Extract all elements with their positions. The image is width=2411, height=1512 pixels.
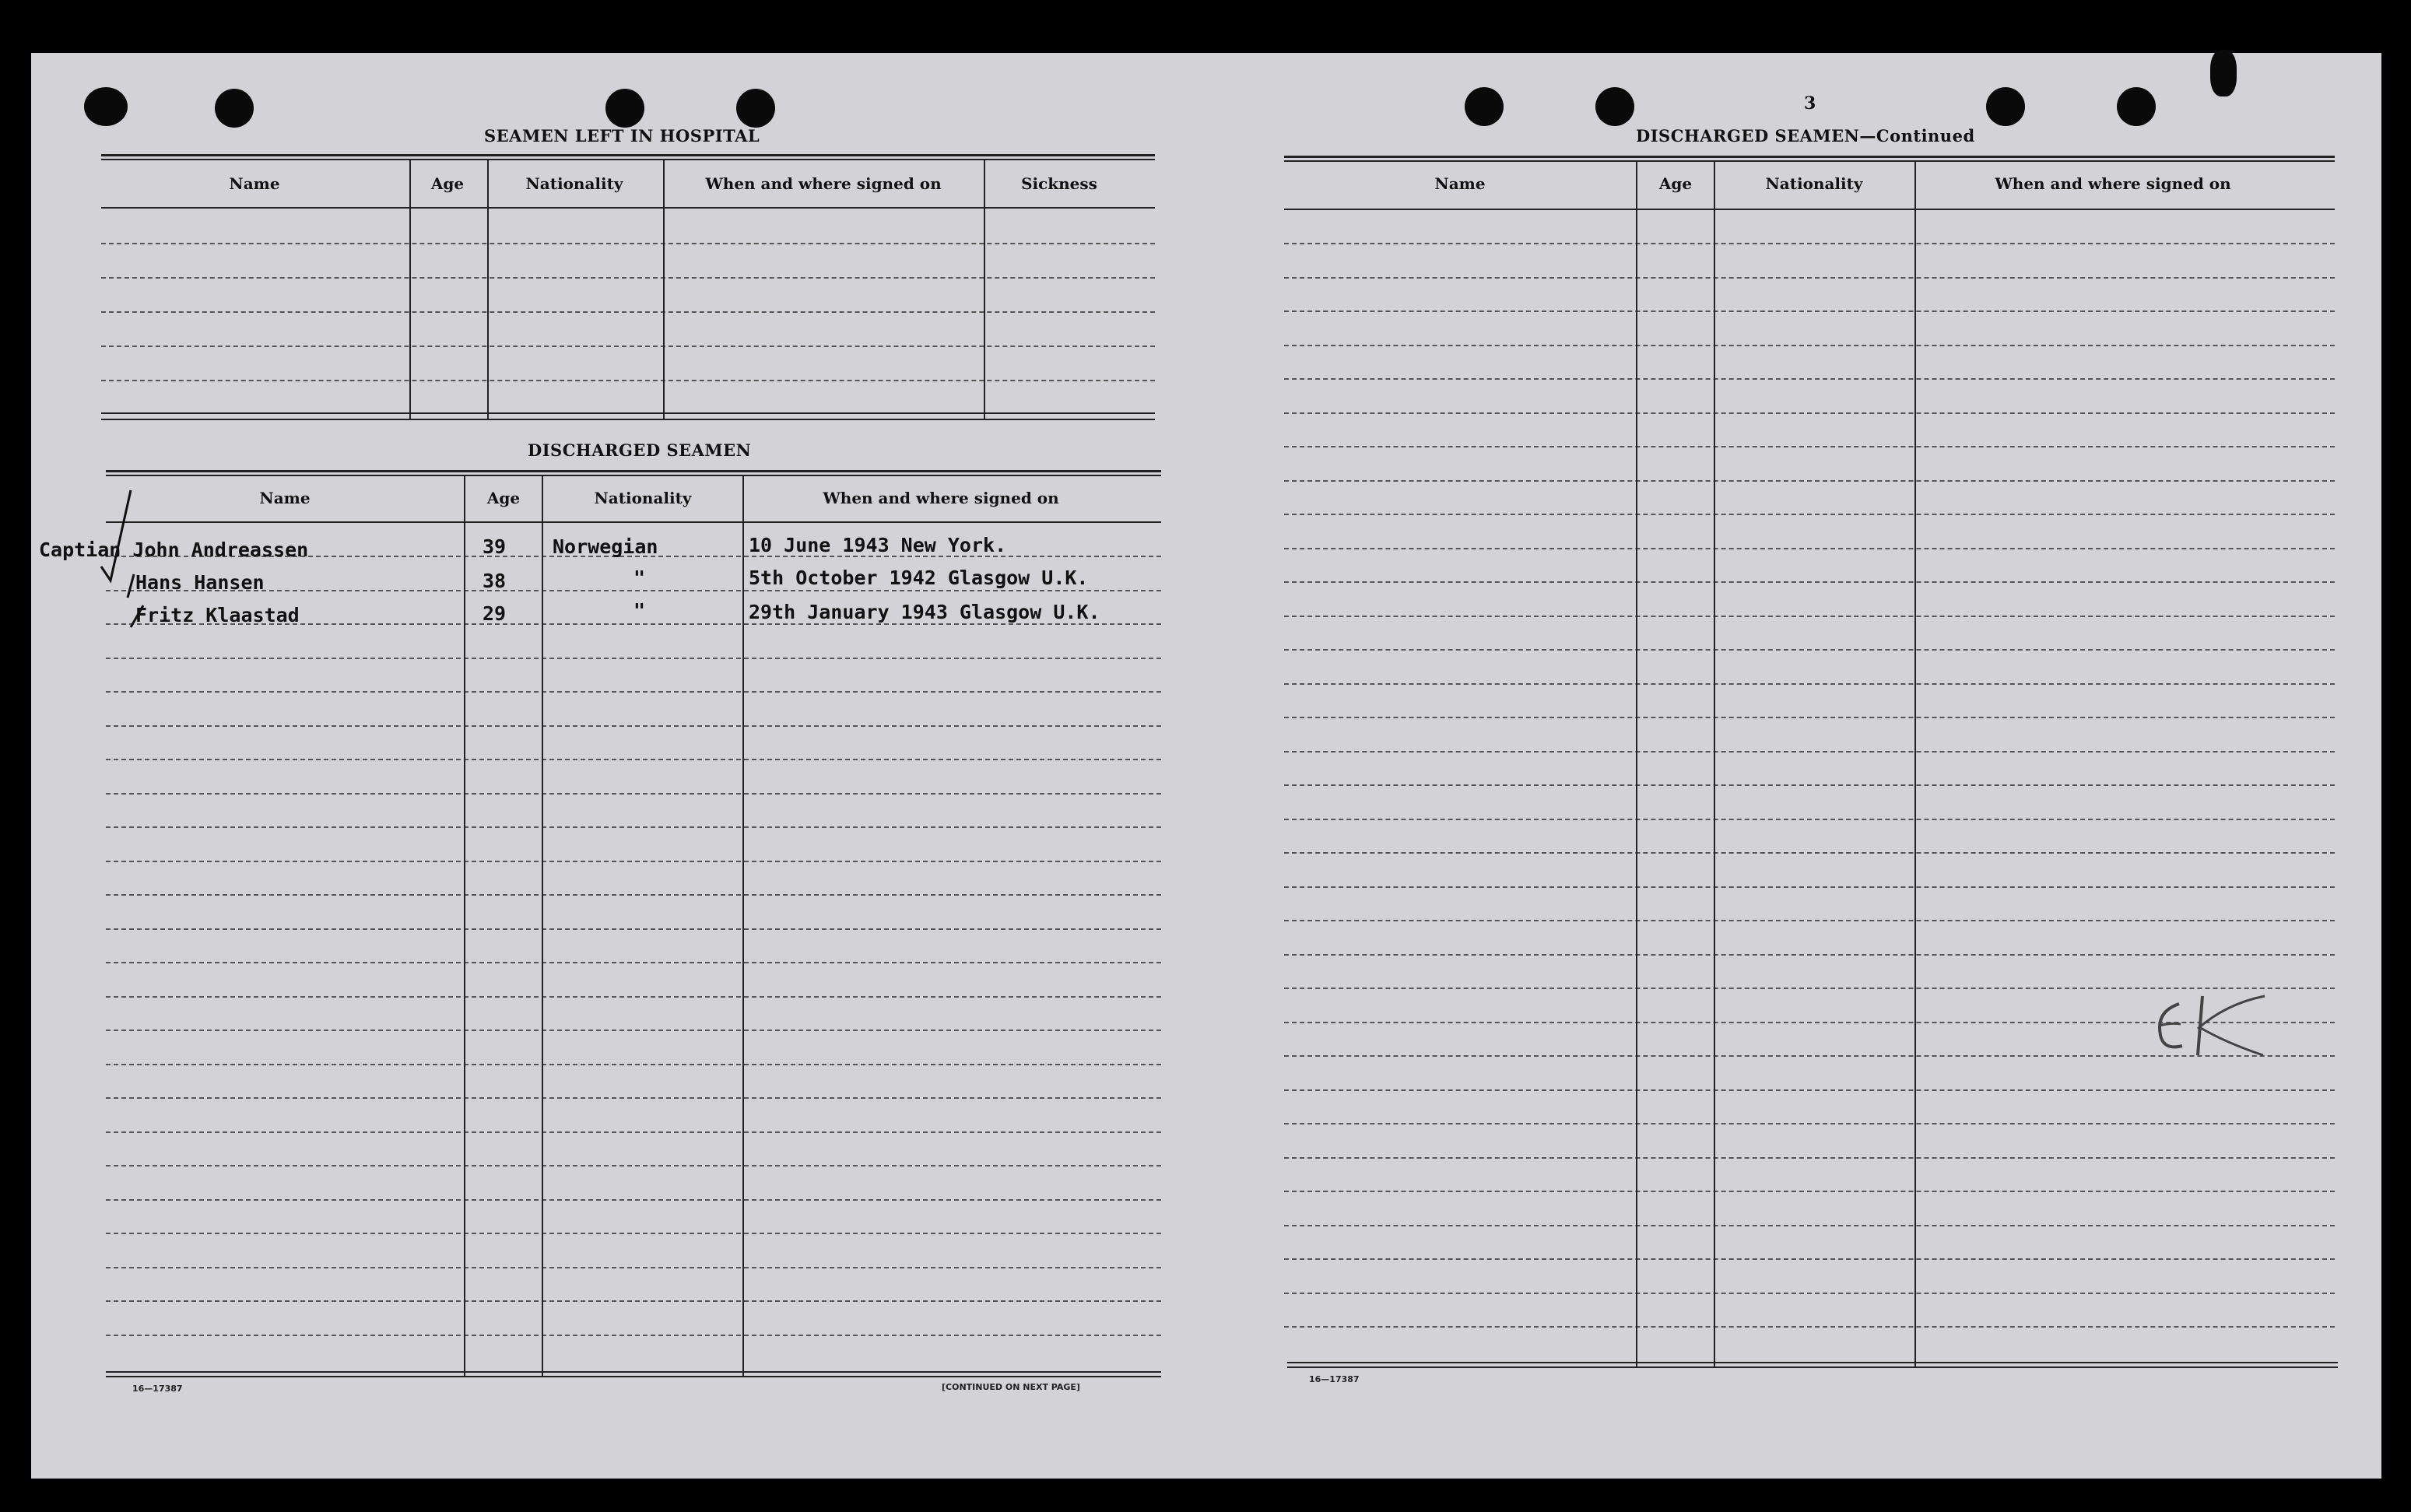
initials-signature bbox=[2148, 981, 2272, 1066]
hospital-bottom-rule-2 bbox=[101, 419, 1155, 420]
discharged-col-age: Age bbox=[486, 489, 521, 507]
hospital-col-age: Age bbox=[430, 174, 465, 193]
hospital-title: SEAMEN LEFT IN HOSPITAL bbox=[484, 126, 760, 146]
discharged-row-line bbox=[106, 658, 1161, 659]
continued-row-line bbox=[1284, 683, 2335, 685]
continued-row-line bbox=[1284, 1225, 2335, 1226]
punch-hole bbox=[1595, 87, 1634, 126]
hospital-header-rule bbox=[101, 207, 1155, 209]
discharged-row-2-nationality: " bbox=[633, 599, 646, 622]
continued-row-line bbox=[1284, 412, 2335, 414]
continued-row-line bbox=[1284, 954, 2335, 956]
continued-top-rule bbox=[1284, 156, 2335, 158]
discharged-row-line bbox=[106, 759, 1161, 760]
discharged-continued-title: DISCHARGED SEAMEN—Continued bbox=[1636, 126, 1975, 146]
discharged-row-line bbox=[106, 1300, 1161, 1302]
continued-bottom-rule-2 bbox=[1287, 1366, 2338, 1368]
continued-row-line bbox=[1284, 886, 2335, 888]
continued-row-line bbox=[1284, 920, 2335, 921]
discharged-bottom-rule-2 bbox=[106, 1376, 1161, 1377]
continued-row-line bbox=[1284, 378, 2335, 380]
continued-row-line bbox=[1284, 277, 2335, 279]
punch-hole bbox=[736, 89, 775, 128]
hospital-bottom-rule bbox=[101, 412, 1155, 414]
check-mark-icon bbox=[100, 489, 146, 629]
discharged-row-0-age: 39 bbox=[483, 535, 507, 558]
continued-row-line bbox=[1284, 649, 2335, 651]
hospital-col-divider bbox=[487, 159, 489, 419]
continued-row-line bbox=[1284, 514, 2335, 515]
discharged-title: DISCHARGED SEAMEN bbox=[528, 440, 752, 460]
discharged-row-line bbox=[106, 1335, 1161, 1336]
continued-row-line bbox=[1284, 751, 2335, 752]
continued-row-line bbox=[1284, 548, 2335, 549]
discharged-row-line bbox=[106, 1064, 1161, 1065]
discharged-row-line bbox=[106, 962, 1161, 963]
discharged-row-1-nationality: " bbox=[633, 567, 646, 589]
discharged-row-0-signed-on: 10 June 1943 New York. bbox=[749, 534, 1007, 556]
continued-top-rule-thin bbox=[1284, 160, 2335, 162]
discharged-row-line bbox=[106, 1165, 1161, 1166]
discharged-col-name: Name bbox=[259, 489, 311, 507]
discharged-row-1-signed-on: 5th October 1942 Glasgow U.K. bbox=[749, 567, 1089, 589]
left-form-number: 16—17387 bbox=[132, 1384, 183, 1394]
discharged-row-line bbox=[106, 1097, 1161, 1099]
punch-hole bbox=[1465, 87, 1504, 126]
continued-row-line bbox=[1284, 345, 2335, 346]
discharged-row-line bbox=[106, 1199, 1161, 1201]
discharged-header-rule bbox=[106, 521, 1161, 523]
continued-header-rule bbox=[1284, 209, 2335, 210]
continued-row-line bbox=[1284, 852, 2335, 854]
document-sheet bbox=[31, 53, 2381, 1479]
punch-hole bbox=[1986, 87, 2025, 126]
continued-row-line bbox=[1284, 1157, 2335, 1159]
discharged-row-line bbox=[106, 1030, 1161, 1031]
hospital-col-divider bbox=[409, 159, 411, 419]
punch-hole bbox=[84, 87, 128, 126]
right-form-number: 16—17387 bbox=[1309, 1374, 1360, 1384]
discharged-col-divider bbox=[742, 475, 744, 1376]
continued-row-line bbox=[1284, 1326, 2335, 1328]
continued-row-line bbox=[1284, 310, 2335, 312]
continued-row-line bbox=[1284, 616, 2335, 617]
continued-note: [CONTINUED ON NEXT PAGE] bbox=[942, 1382, 1080, 1392]
continued-row-line bbox=[1284, 1123, 2335, 1124]
hospital-col-divider bbox=[984, 159, 985, 419]
hospital-top-rule bbox=[101, 154, 1155, 156]
continued-row-line bbox=[1284, 446, 2335, 447]
discharged-col-signed-on: When and where signed on bbox=[823, 489, 1059, 507]
discharged-col-nationality: Nationality bbox=[594, 489, 692, 507]
continued-row-line bbox=[1284, 819, 2335, 820]
hospital-row-line bbox=[101, 243, 1155, 244]
discharged-row-line bbox=[106, 826, 1161, 828]
continued-row-line bbox=[1284, 1293, 2335, 1294]
hospital-row-line bbox=[101, 277, 1155, 279]
hospital-row-line bbox=[101, 380, 1155, 381]
discharged-col-divider bbox=[464, 475, 465, 1376]
punch-hole bbox=[605, 89, 644, 128]
discharged-row-line bbox=[106, 793, 1161, 795]
discharged-col-divider bbox=[542, 475, 543, 1376]
hospital-col-sickness: Sickness bbox=[1021, 174, 1097, 193]
continued-col-nationality: Nationality bbox=[1765, 174, 1863, 193]
punch-hole bbox=[2210, 50, 2237, 96]
hospital-col-nationality: Nationality bbox=[525, 174, 623, 193]
discharged-row-line bbox=[106, 928, 1161, 930]
hospital-row-line bbox=[101, 346, 1155, 347]
discharged-row-line bbox=[106, 996, 1161, 998]
discharged-row-1-age: 38 bbox=[483, 570, 507, 592]
hospital-col-signed-on: When and where signed on bbox=[705, 174, 942, 193]
continued-row-line bbox=[1284, 581, 2335, 583]
continued-row-line bbox=[1284, 480, 2335, 482]
discharged-row-0-name: Captian John Andreassen bbox=[39, 538, 309, 561]
discharged-row-2-signed-on: 29th January 1943 Glasgow U.K. bbox=[749, 601, 1100, 623]
continued-row-line bbox=[1284, 717, 2335, 718]
discharged-row-0-nationality: Norwegian bbox=[553, 535, 658, 558]
continued-row-line bbox=[1284, 784, 2335, 786]
hospital-row-line bbox=[101, 311, 1155, 313]
punch-hole bbox=[215, 89, 254, 128]
continued-col-signed-on: When and where signed on bbox=[1995, 174, 2231, 193]
continued-col-divider bbox=[1636, 160, 1637, 1366]
hospital-top-rule-thin bbox=[101, 159, 1155, 160]
discharged-top-rule bbox=[106, 470, 1161, 472]
discharged-top-rule-thin bbox=[106, 475, 1161, 476]
discharged-row-line bbox=[106, 1131, 1161, 1133]
discharged-row-2-name: Fritz Klaastad bbox=[135, 604, 300, 626]
discharged-row-line bbox=[106, 1267, 1161, 1268]
continued-bottom-rule bbox=[1287, 1362, 2338, 1363]
discharged-row-line bbox=[106, 725, 1161, 727]
discharged-row-line bbox=[106, 894, 1161, 896]
hospital-col-divider bbox=[663, 159, 665, 419]
continued-col-divider bbox=[1714, 160, 1715, 1366]
discharged-bottom-rule bbox=[106, 1371, 1161, 1373]
discharged-row-2-age: 29 bbox=[483, 602, 507, 625]
hospital-col-name: Name bbox=[229, 174, 280, 193]
page-number: 3 bbox=[1804, 93, 1816, 114]
continued-row-line bbox=[1284, 1191, 2335, 1192]
discharged-row-1-name: Hans Hansen bbox=[135, 571, 265, 594]
continued-row-line bbox=[1284, 1258, 2335, 1260]
discharged-row-line bbox=[106, 861, 1161, 862]
continued-row-line bbox=[1284, 243, 2335, 244]
discharged-row-line bbox=[106, 1233, 1161, 1234]
discharged-row-line bbox=[106, 691, 1161, 693]
continued-col-age: Age bbox=[1658, 174, 1693, 193]
punch-hole bbox=[2117, 87, 2156, 126]
continued-row-line bbox=[1284, 1089, 2335, 1091]
continued-col-divider bbox=[1914, 160, 1916, 1366]
continued-col-name: Name bbox=[1434, 174, 1486, 193]
